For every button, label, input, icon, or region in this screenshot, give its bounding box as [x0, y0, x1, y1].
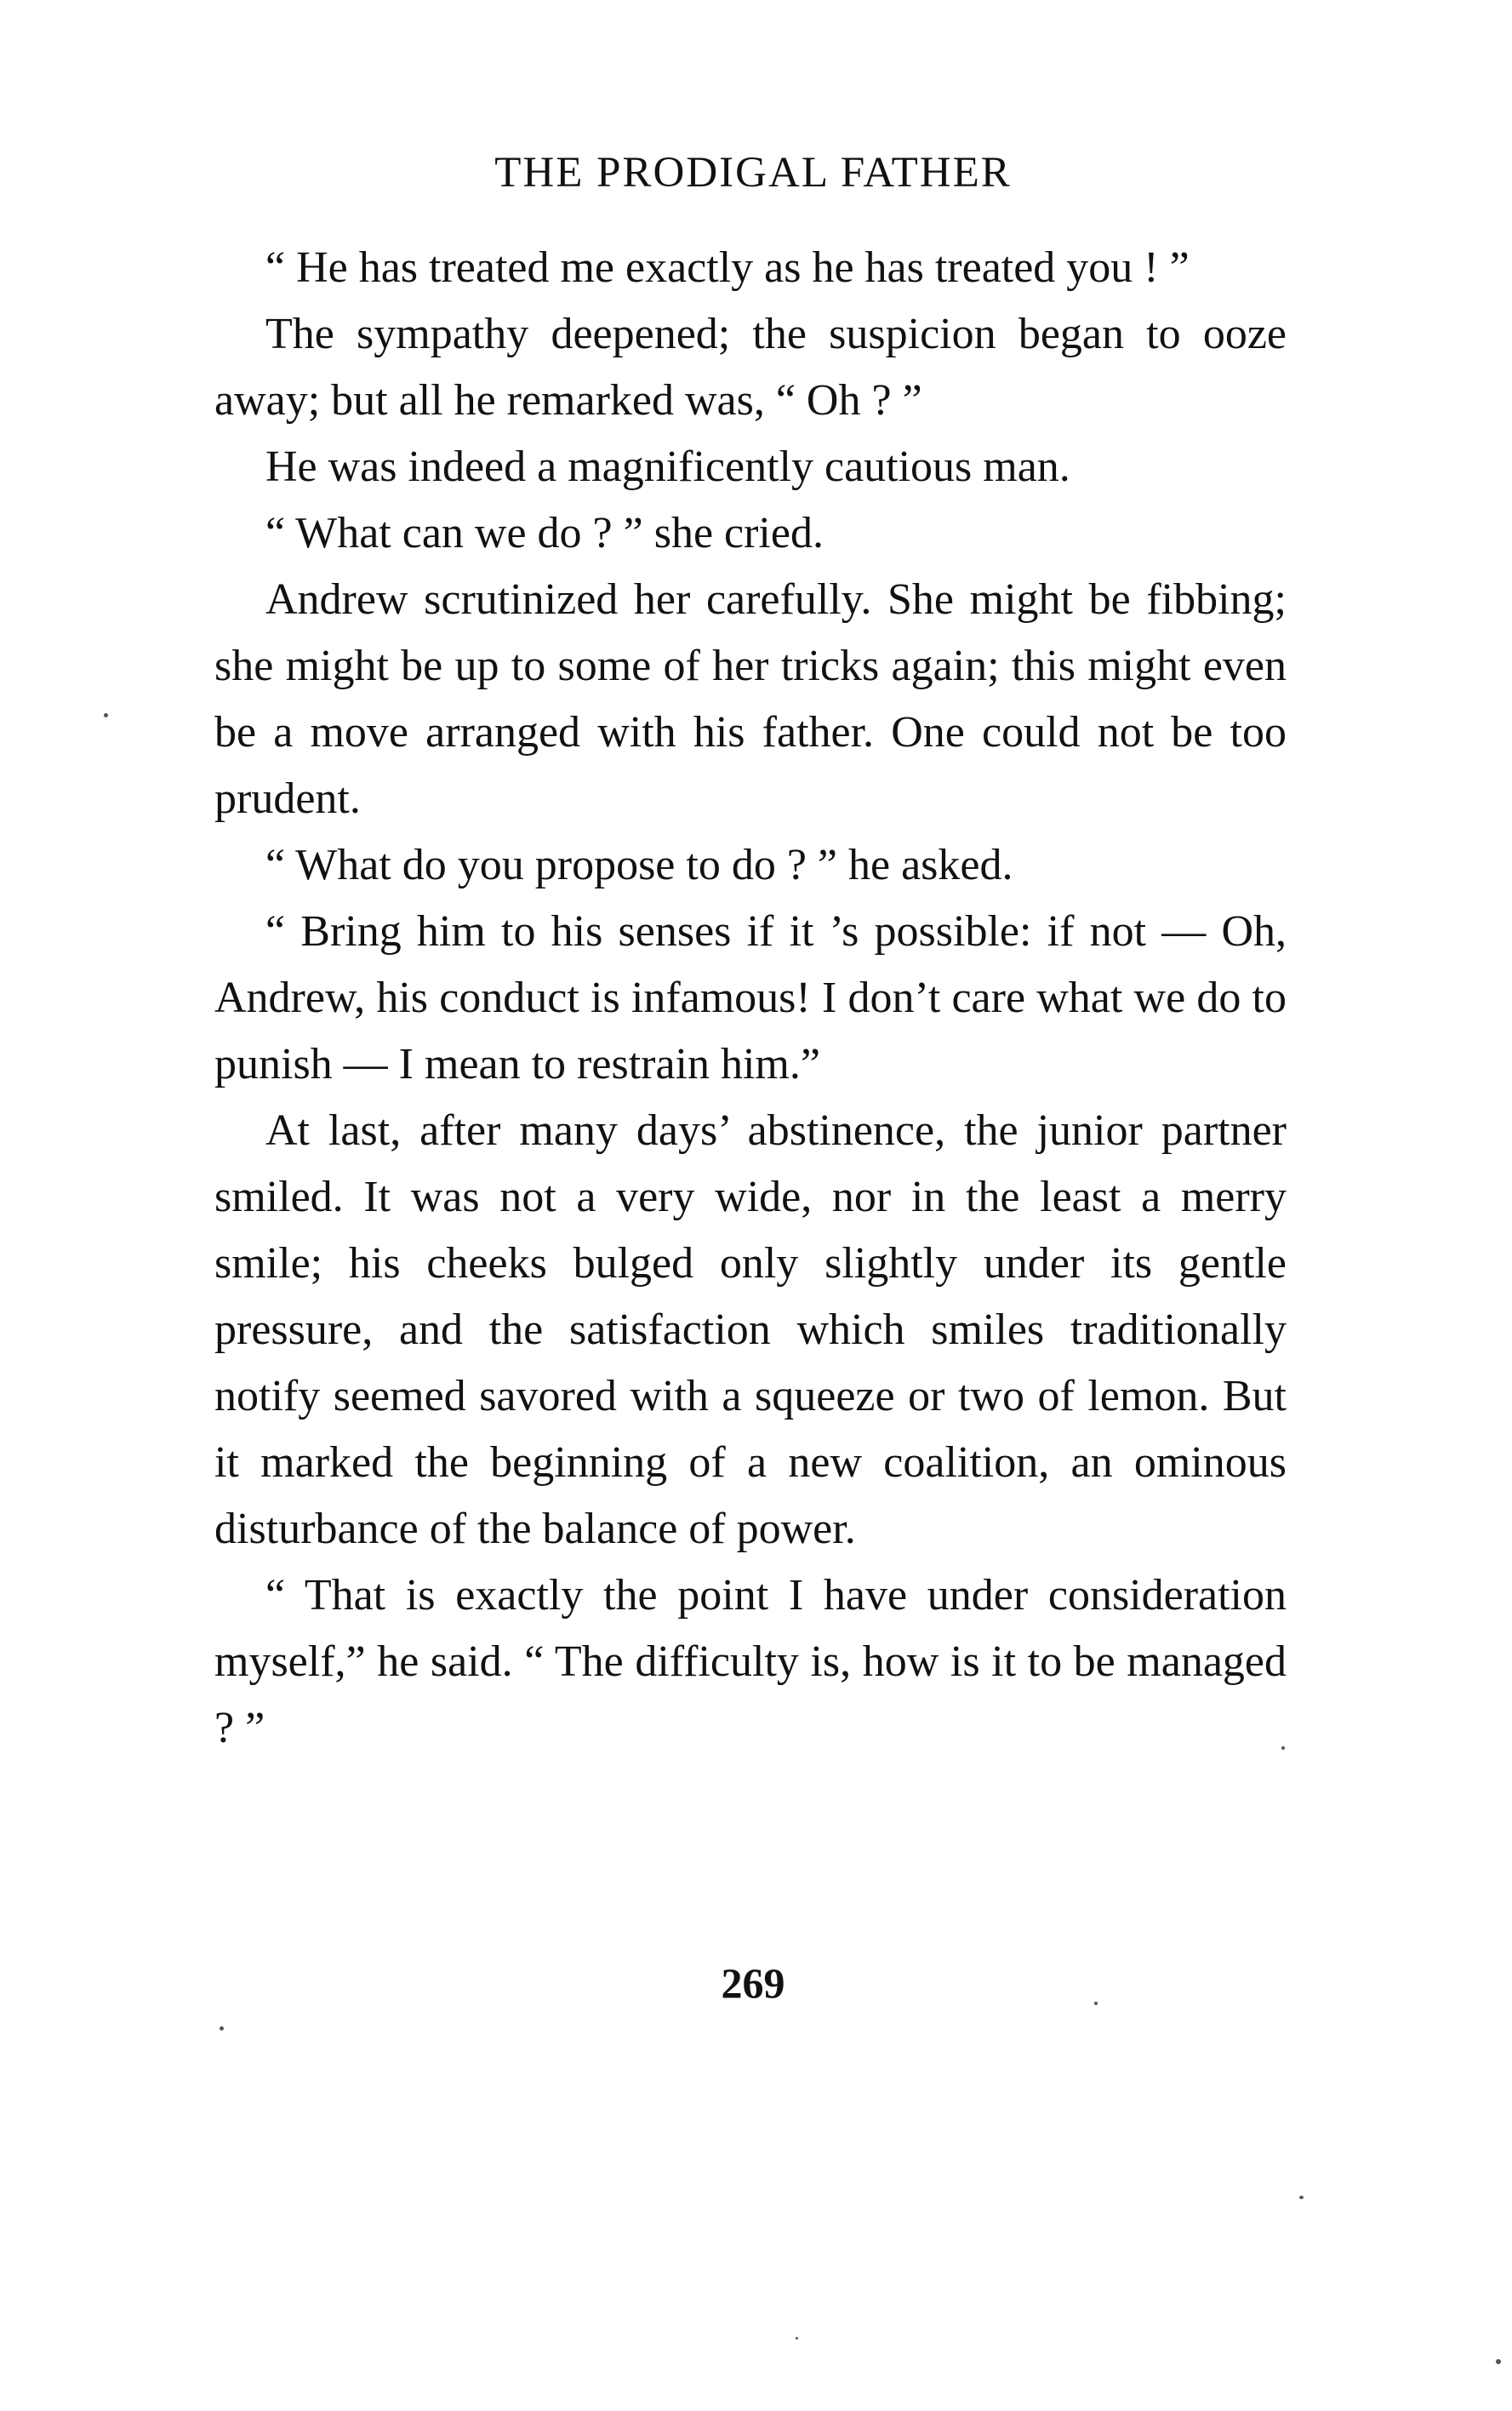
paragraph: The sympathy deepened; the suspicion began to ooze away; but all he remarked was, “ Oh ? ” [214, 310, 1287, 425]
paragraph: At last, after many days’ abstinence, the junior partner smiled. It was not a very wide, nor in the least a merry smile; his cheeks bulged only slightly under its gentle pressure, and the satisfaction which smiles traditionally notify seemed savored with a squeeze or two of lemon. But it marked the beginning of a new coalition, an ominous disturbance of the balance of power. [214, 1106, 1287, 1553]
scan-speck [1281, 1746, 1285, 1750]
paragraph: “ He has treated me exactly as he has treated you ! ” [265, 243, 1190, 292]
paragraph: “ That is exactly the point I have under consideration myself,” he said. “ The difficulty is, how is it to be managed ? ” [214, 1571, 1287, 1752]
page-number: 269 [721, 1959, 785, 2007]
running-title: THE PRODIGAL FATHER [494, 149, 1012, 197]
paragraph: Andrew scrutinized her carefully. She might be fibbing; she might be up to some of her tricks again; this might even be a move arranged with his father. One could not be too prudent. [214, 575, 1287, 823]
scan-speck [796, 2337, 798, 2340]
paragraph: He was indeed a magnificently cautious man. [265, 443, 1070, 491]
paragraph: “ Bring him to his senses if it ’s possible: if not — Oh, Andrew, his conduct is infamous! I don’t care what we do to punish — I mean to restrain him.” [214, 907, 1287, 1088]
paragraph: “ What do you propose to do ? ” he asked. [265, 841, 1013, 889]
scan-speck [104, 713, 108, 717]
scan-speck [1299, 2196, 1304, 2199]
scan-speck [1094, 2002, 1098, 2005]
paragraph: “ What can we do ? ” she cried. [265, 509, 824, 557]
scan-speck [220, 2026, 224, 2031]
scan-speck [1496, 2359, 1501, 2364]
body-text [214, 235, 1287, 1762]
